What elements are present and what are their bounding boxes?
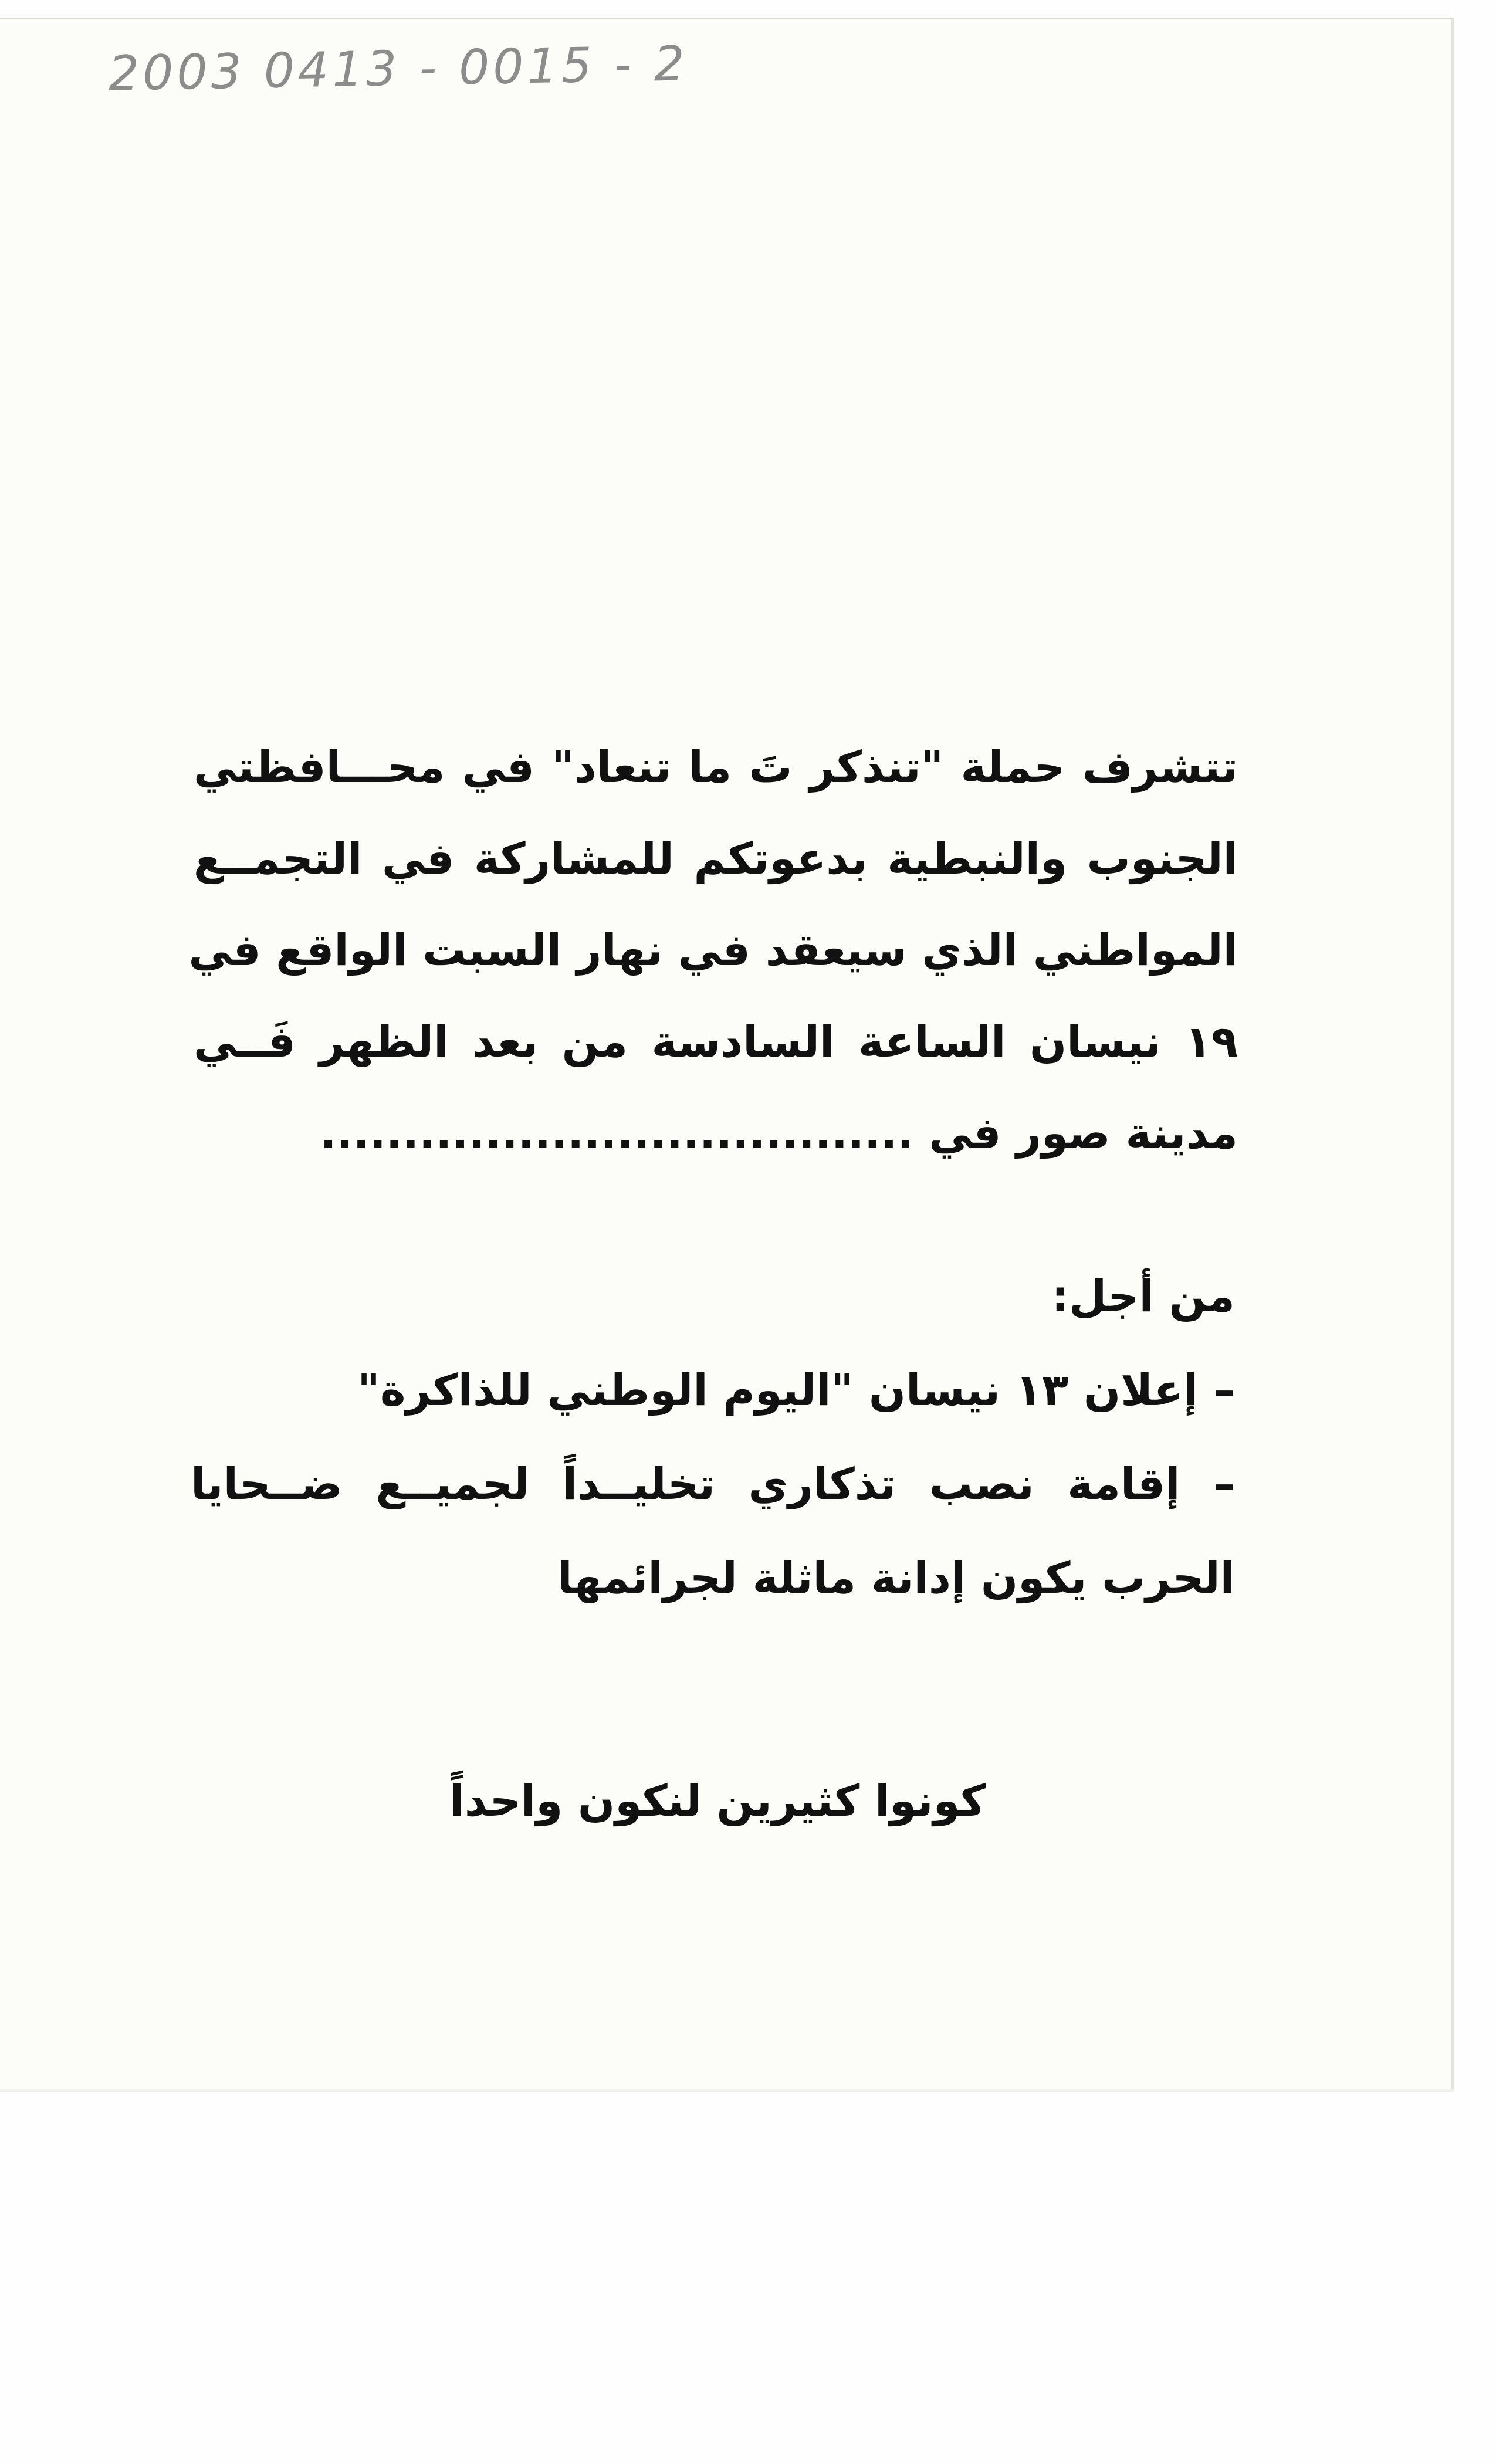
archive-code-handwritten: 2003 0413 - 0015 - 2 bbox=[108, 36, 689, 102]
slogan: كونوا كثيرين لنكون واحداً bbox=[449, 1776, 986, 1826]
invitation-line: الجنوب والنبطية بدعوتكم للمشاركة في التجمــع bbox=[194, 834, 1238, 884]
invitation-line: مدينة صور في .................................... bbox=[320, 1108, 1238, 1159]
invitation-line: المواطني الذي سيعقد في نهار السبت الواقع في bbox=[188, 925, 1238, 976]
purpose-item: – إعلان ١٣ نيسان "اليوم الوطني للذاكرة" bbox=[357, 1365, 1235, 1416]
purpose-section bbox=[191, 1250, 1235, 1625]
invitation-paragraph bbox=[188, 722, 1238, 1179]
purpose-item-continuation: الحرب يكون إدانة ماثلة لجرائمها bbox=[557, 1553, 1235, 1603]
invitation-line: ١٩ نيسان الساعة السادسة من بعد الظهر فَــي bbox=[194, 1017, 1238, 1067]
paper-edge bbox=[0, 2089, 1454, 2092]
invitation-line: تتشرف حملة "تنذكر تَ ما تنعاد" في محـــافظتي bbox=[194, 742, 1238, 793]
purpose-item: – إقامة نصب تذكاري تخليــداً لجميــع ضــحايا bbox=[191, 1459, 1235, 1509]
purpose-heading: من أجل: bbox=[1051, 1271, 1235, 1322]
